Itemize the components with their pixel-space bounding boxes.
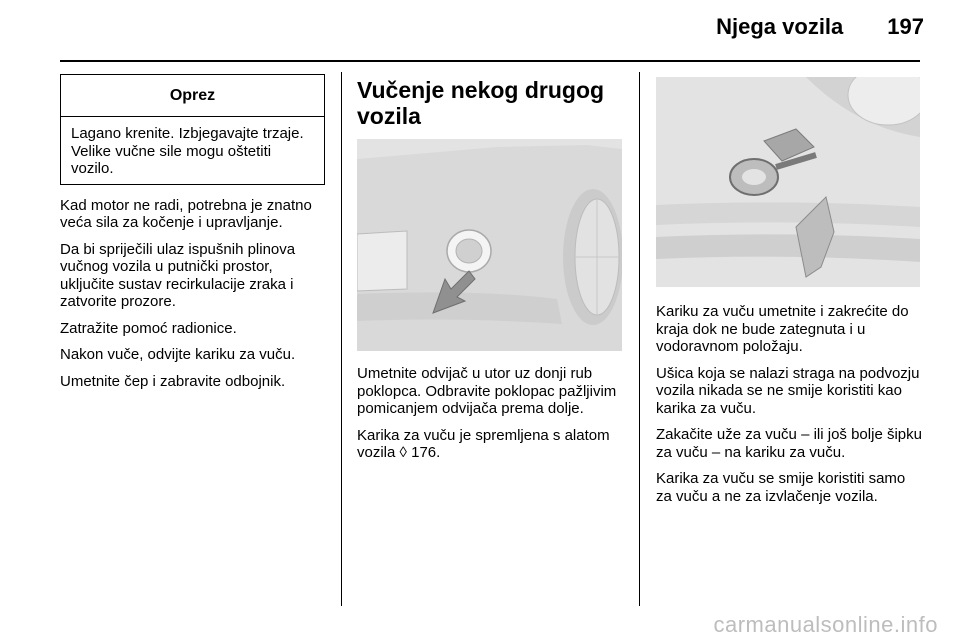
paragraph: Ušica koja se nalazi straga na podvozju vozila nikada se ne smije koristiti kao karika za vuču. (656, 364, 920, 417)
page-number: 197 (887, 14, 924, 39)
column-2 (357, 77, 622, 471)
paragraph: Umetnite čep i zabravite odbojnik. (60, 372, 286, 390)
caution-text: Lagano krenite. Izbjegavajte trzaje. Velike vučne sile mogu oštetiti vozilo. (71, 125, 304, 177)
page-header (716, 14, 924, 40)
column-1 (60, 74, 325, 399)
paragraph: Nakon vuče, odvijte kariku za vuču. (60, 346, 296, 363)
column-divider-1 (341, 72, 342, 606)
paragraph: Kariku za vuču umetnite i zakrećite do kraja dok ne bude zategnuta i u vodoravnom položaju. (656, 303, 909, 355)
header-rule (60, 60, 920, 62)
caution-box (60, 74, 325, 185)
paragraph-text: Karika za vuču je spremljena s alatom vozila (357, 426, 610, 461)
column-divider-2 (639, 72, 640, 606)
section-heading: Vučenje nekog drugog vozila (357, 77, 605, 129)
caution-title: Oprez (61, 75, 324, 117)
paragraph: Umetnite odvijač u utor uz donji rub poklopca. Odbravite poklopac pažljivim pomicanjem odvijača prema dolje. (357, 365, 617, 417)
paragraph: Karika za vuču se smije koristiti samo za vuču a ne za izvlačenje vozila. (656, 470, 906, 505)
section-title: Njega vozila (716, 14, 844, 39)
column-3 (656, 77, 924, 514)
paragraph (357, 427, 622, 462)
paragraph: Da bi spriječili ulaz ispušnih plinova vučnog vozila u putnički prostor, uključite sustav recirkulacije zraka i zatvorite prozore. (60, 240, 296, 310)
paragraph: Kad motor ne radi, potrebna je znatno veća sila za kočenje i upravljanje. (60, 196, 312, 231)
watermark: carmanualsonline.info (713, 612, 938, 637)
paragraph: Zakačite uže za vuču – ili još bolje šipku za vuču – na kariku za vuču. (656, 426, 922, 461)
page-ref-icon[interactable]: ◊ (399, 444, 407, 461)
bumper-cover-illustration (357, 139, 622, 351)
towing-eye-illustration (656, 77, 920, 287)
page-ref-number[interactable]: 176. (411, 444, 441, 461)
paragraph: Zatražite pomoć radionice. (60, 319, 237, 337)
